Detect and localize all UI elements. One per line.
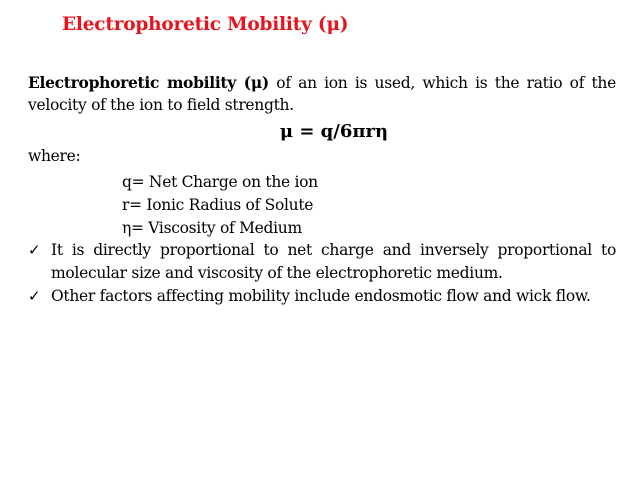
definition-radius: r= Ionic Radius of Solute: [122, 196, 314, 214]
intro-bold-term: Electrophoretic mobility (μ): [28, 73, 269, 92]
definition-viscosity: η= Viscosity of Medium: [122, 219, 302, 237]
checkmark-icon: ✓: [28, 287, 41, 305]
bullet-item: [28, 239, 616, 285]
checkmark-icon: ✓: [28, 241, 41, 259]
bullet-list: [28, 239, 616, 308]
bullet-text: Other factors affecting mobility include endosmotic flow and wick flow.: [51, 287, 591, 305]
definitions-list: [122, 171, 318, 240]
intro-paragraph: [28, 72, 616, 116]
where-label: where:: [28, 147, 81, 165]
bullet-text: It is directly proportional to net charge and inversely proportional to molecular size and viscosity of the electrophoretic medium.: [51, 241, 616, 282]
definition-charge: q= Net Charge on the ion: [122, 173, 318, 191]
intro-text: of an ion is used, which is the ratio of the velocity of the ion to field strength.: [28, 74, 616, 114]
mobility-formula: μ = q/6πrη: [279, 121, 389, 142]
bullet-item: [28, 285, 616, 308]
slide-title: Electrophoretic Mobility (μ): [62, 14, 349, 35]
